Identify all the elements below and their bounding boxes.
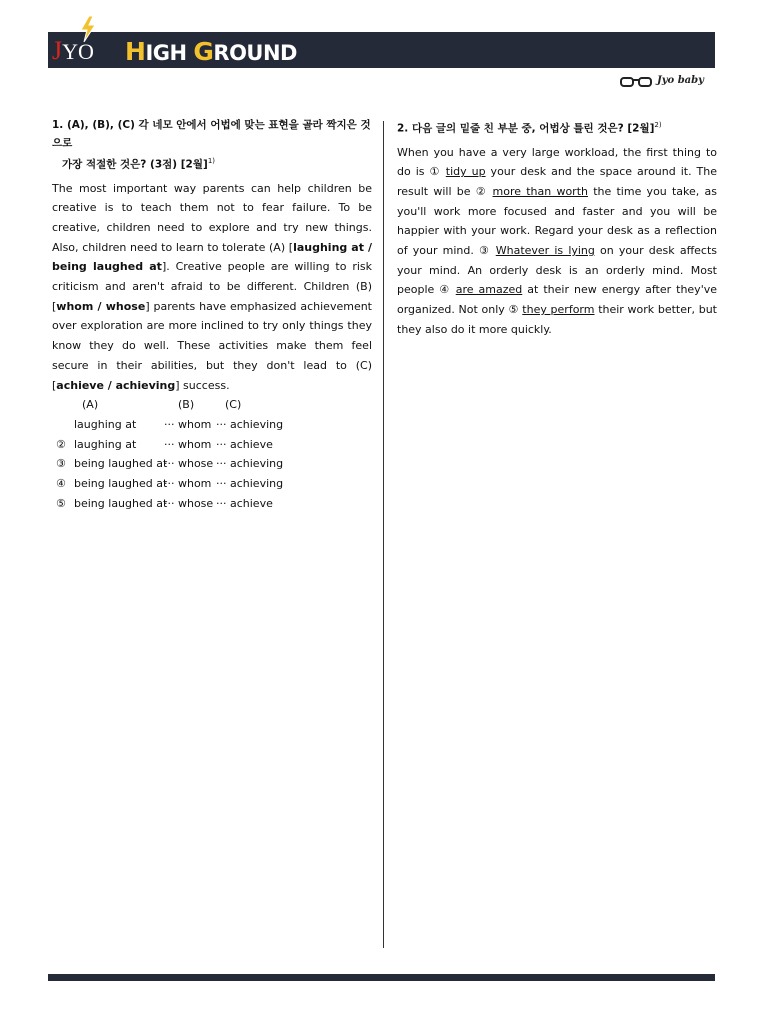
logo-letters: YO [62, 39, 94, 64]
underlined-choice-5[interactable]: they perform [522, 303, 595, 317]
underlined-choice-4[interactable]: are amazed [455, 283, 523, 297]
question-1-passage: The most important way parents can help children be creative is to teach them not to fear failure. To be creative, children need to explore and try new things. Also, children need to learn to tolerate (A) [laughing at / being laughed at]. Creative people are willing to risk criticism and aren't afraid to be different. Children (B) [whom / whose] parents have emphasized achievement over exploration are more inclined to try only things they know they do well. These activities make them feel secure in their abilities, but they don't lead to (C) [achieve / achieving] success. [52, 181, 373, 392]
choice-b-bracket: whom / whose [56, 299, 146, 313]
footer-bar [48, 974, 715, 981]
underlined-choice-2[interactable]: more than worth [492, 184, 588, 198]
question-2-passage: When you have a very large workload, the first thing to do is ① tidy up your desk and the space around it. The result will be ② more than worth the time you take, as you'll work more focused and faster and you will be happier with your work. Regard your desk as a reflection of your mind. ③ Whatever is lying on your desk affects your mind. An orderly desk is an orderly mind. Most people ④ are amazed at their new energy after they've organized. Not only ⑤ they perform their work better, but they also do it more quickly. [397, 145, 718, 336]
answer-option[interactable]: ③ being laughed at ··· whose ··· achieving [56, 457, 284, 471]
footnote-marker: 1) [207, 157, 215, 165]
answer-option[interactable]: ② laughing at ··· whom ··· achieve [56, 437, 273, 451]
lightning-bolt-icon [79, 16, 97, 42]
author-label: Jyo baby [657, 75, 704, 86]
choice-c-bracket: achieve / achieving [56, 378, 176, 392]
page-title: HIGH GROUND [125, 37, 297, 66]
answer-option[interactable]: laughing at ··· whom ··· achieving [74, 417, 284, 431]
footnote-marker: 2) [654, 121, 662, 129]
underlined-choice-1[interactable]: tidy up [445, 165, 486, 179]
choice-a-bracket: laughing at / being laughed at [52, 240, 372, 274]
option-column-headers: (A) (B) (C) [82, 398, 242, 412]
question-2 [397, 116, 717, 340]
column-divider [383, 121, 384, 948]
underlined-choice-3[interactable]: Whatever is lying [495, 244, 595, 258]
glasses-icon [619, 75, 653, 89]
question-2-title: 2. 다음 글의 밑줄 친 부분 중, 어법상 틀린 것은? [2월]$^{2)}$ [397, 121, 662, 135]
answer-option[interactable]: ④ being laughed at ··· whom ··· achieving [56, 477, 284, 491]
question-1 [52, 116, 372, 513]
answer-option[interactable]: ⑤ being laughed at ··· whose ··· achieve [56, 496, 273, 510]
logo-letter-j: J [52, 36, 63, 65]
question-1-title: 1. (A), (B), (C) 각 네모 안에서 어법에 맞는 표현을 골라 짝지은 것으로 가장 적절한 것은? (3점) [2월]$^{1)}$ [52, 119, 371, 171]
